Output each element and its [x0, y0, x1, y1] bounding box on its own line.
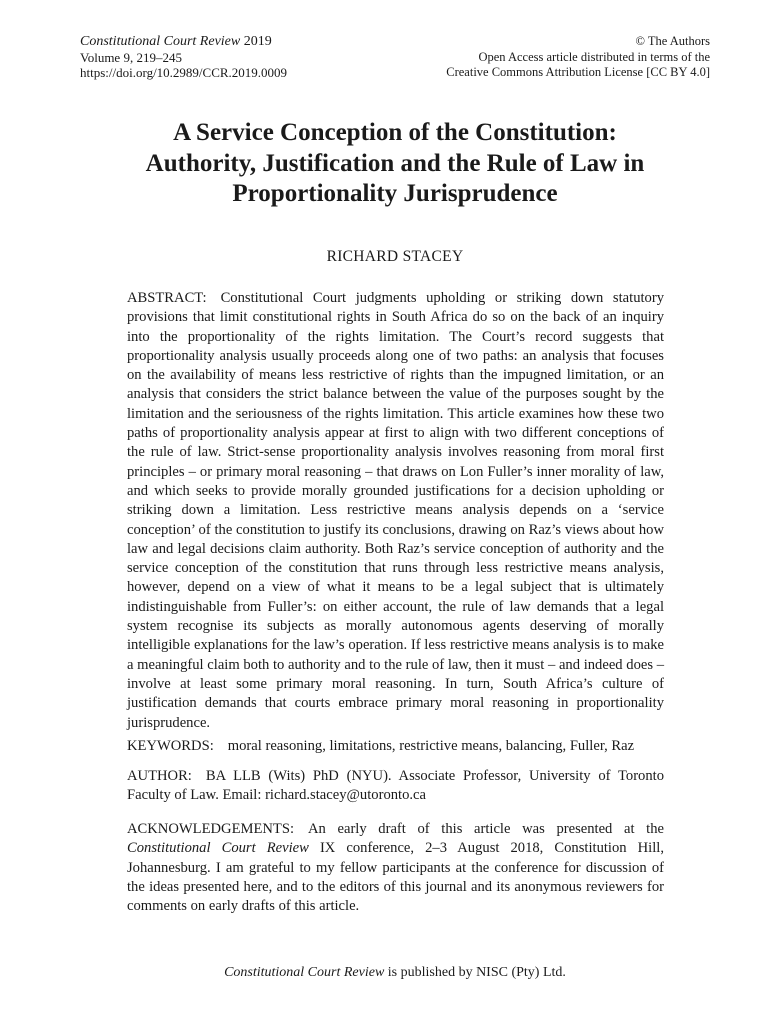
abstract-text: Constitutional Court judgments upholding or striking down statutory provisions that limit constitutional rights in South Africa do so on the back of an inquiry into the proportionality of the rights limitation. The Court’s record suggests that proportionality analysis usually proceeds along one of two paths: an analysis that focuses on the availability of means less restrictive of rights than the impugned limitation, or an analysis that considers the strict balance between the value of the purposes sought by the limitation and the seriousness of the rights limitation. This article examines how these two paths of proportionality analysis appear at first to align with two different conceptions of the rule of law. Strict-sense proportionality analysis involves reasoning from moral first principles – or primary moral reasoning – that draws on Lon Fuller’s inner morality of law, and which seeks to provide morally grounded justifications for a decision upholding or striking down a limitation. Less restrictive means analysis depends on a ‘service conception’ of the constitution to justify its conclusions, drawing on Raz’s views about how law and legal decisions claim authority. Both Raz’s service conception of authority and the service conception of the constitution that runs through less restrictive means analysis, however, depend on a view of what it means to be a legal subject that is ultimately indistinguishable from Fuller’s: on either account, the rule of law demands that a legal system recognise its subjects as morally autonomous agents deserving of morally intelligible explanations for the law’s operation. If less restrictive means analysis is to make a meaningful claim both to authority and to the rule of law, then it must – and indeed does – involve at least some primary moral reasoning. In turn, South Africa’s culture of justification demands that courts embrace primary moral reasoning in proportionality jurisprudence.: [127, 290, 664, 731]
keywords-section: [127, 737, 664, 756]
acknowledgements-section: [127, 820, 664, 916]
journal-name: Constitutional Court Review: [80, 34, 241, 49]
license-notice: [446, 34, 710, 81]
acknowledgements-journal-name: Constitutional Court Review: [127, 840, 309, 857]
author-name: RICHARD STACEY: [326, 248, 464, 265]
title-line-2: Authority, Justification and the Rule of Law in: [145, 149, 645, 177]
title-line-3: Proportionality Jurisprudence: [232, 180, 558, 207]
footer-text: is published by NISC (Pty) Ltd.: [387, 965, 566, 980]
abstract-label: ABSTRACT:: [127, 290, 207, 306]
doi-link[interactable]: https://doi.org/10.2989/CCR.2019.0009: [80, 65, 288, 80]
author-info-text: BA LLB (Wits) PhD (NYU). Associate Professor, University of Toronto Faculty of Law. Email: richard.stacey@utoronto.ca: [127, 768, 664, 804]
keywords-text: moral reasoning, limitations, restrictive means, balancing, Fuller, Raz: [227, 738, 635, 754]
title-line-1: A Service Conception of the Constitution:: [173, 119, 617, 146]
acknowledgements-label: ACKNOWLEDGEMENTS:: [127, 821, 295, 837]
article-title: [100, 118, 690, 210]
footer-journal-name: Constitutional Court Review: [224, 965, 385, 980]
journal-citation: [80, 34, 287, 81]
abstract-section: [127, 289, 664, 733]
copyright-notice: © The Authors: [635, 34, 710, 48]
author-info-section: [127, 767, 664, 806]
volume-info: Volume 9, 219–245: [80, 49, 182, 65]
journal-year: 2019: [243, 34, 272, 49]
keywords-label: KEYWORDS:: [127, 738, 214, 754]
journal-line: [80, 34, 287, 50]
license-line-2: Creative Commons Attribution License [CC BY 4.0]: [446, 65, 710, 79]
publisher-footer: [0, 965, 768, 981]
acknowledgements-text-before: An early draft of this article was presented at the: [308, 821, 664, 837]
acknowledgements-text-after: IX conference, 2–3 August 2018, Constitution Hill, Johannesburg. I am grateful to my fellow participants at the conference for discussion of the ideas presented here, and to the editors of this journal and its anonymous reviewers for comments on early drafts of this article.: [127, 840, 664, 915]
author-info-label: AUTHOR:: [127, 768, 192, 784]
license-line-1: Open Access article distributed in terms of the: [478, 49, 710, 64]
